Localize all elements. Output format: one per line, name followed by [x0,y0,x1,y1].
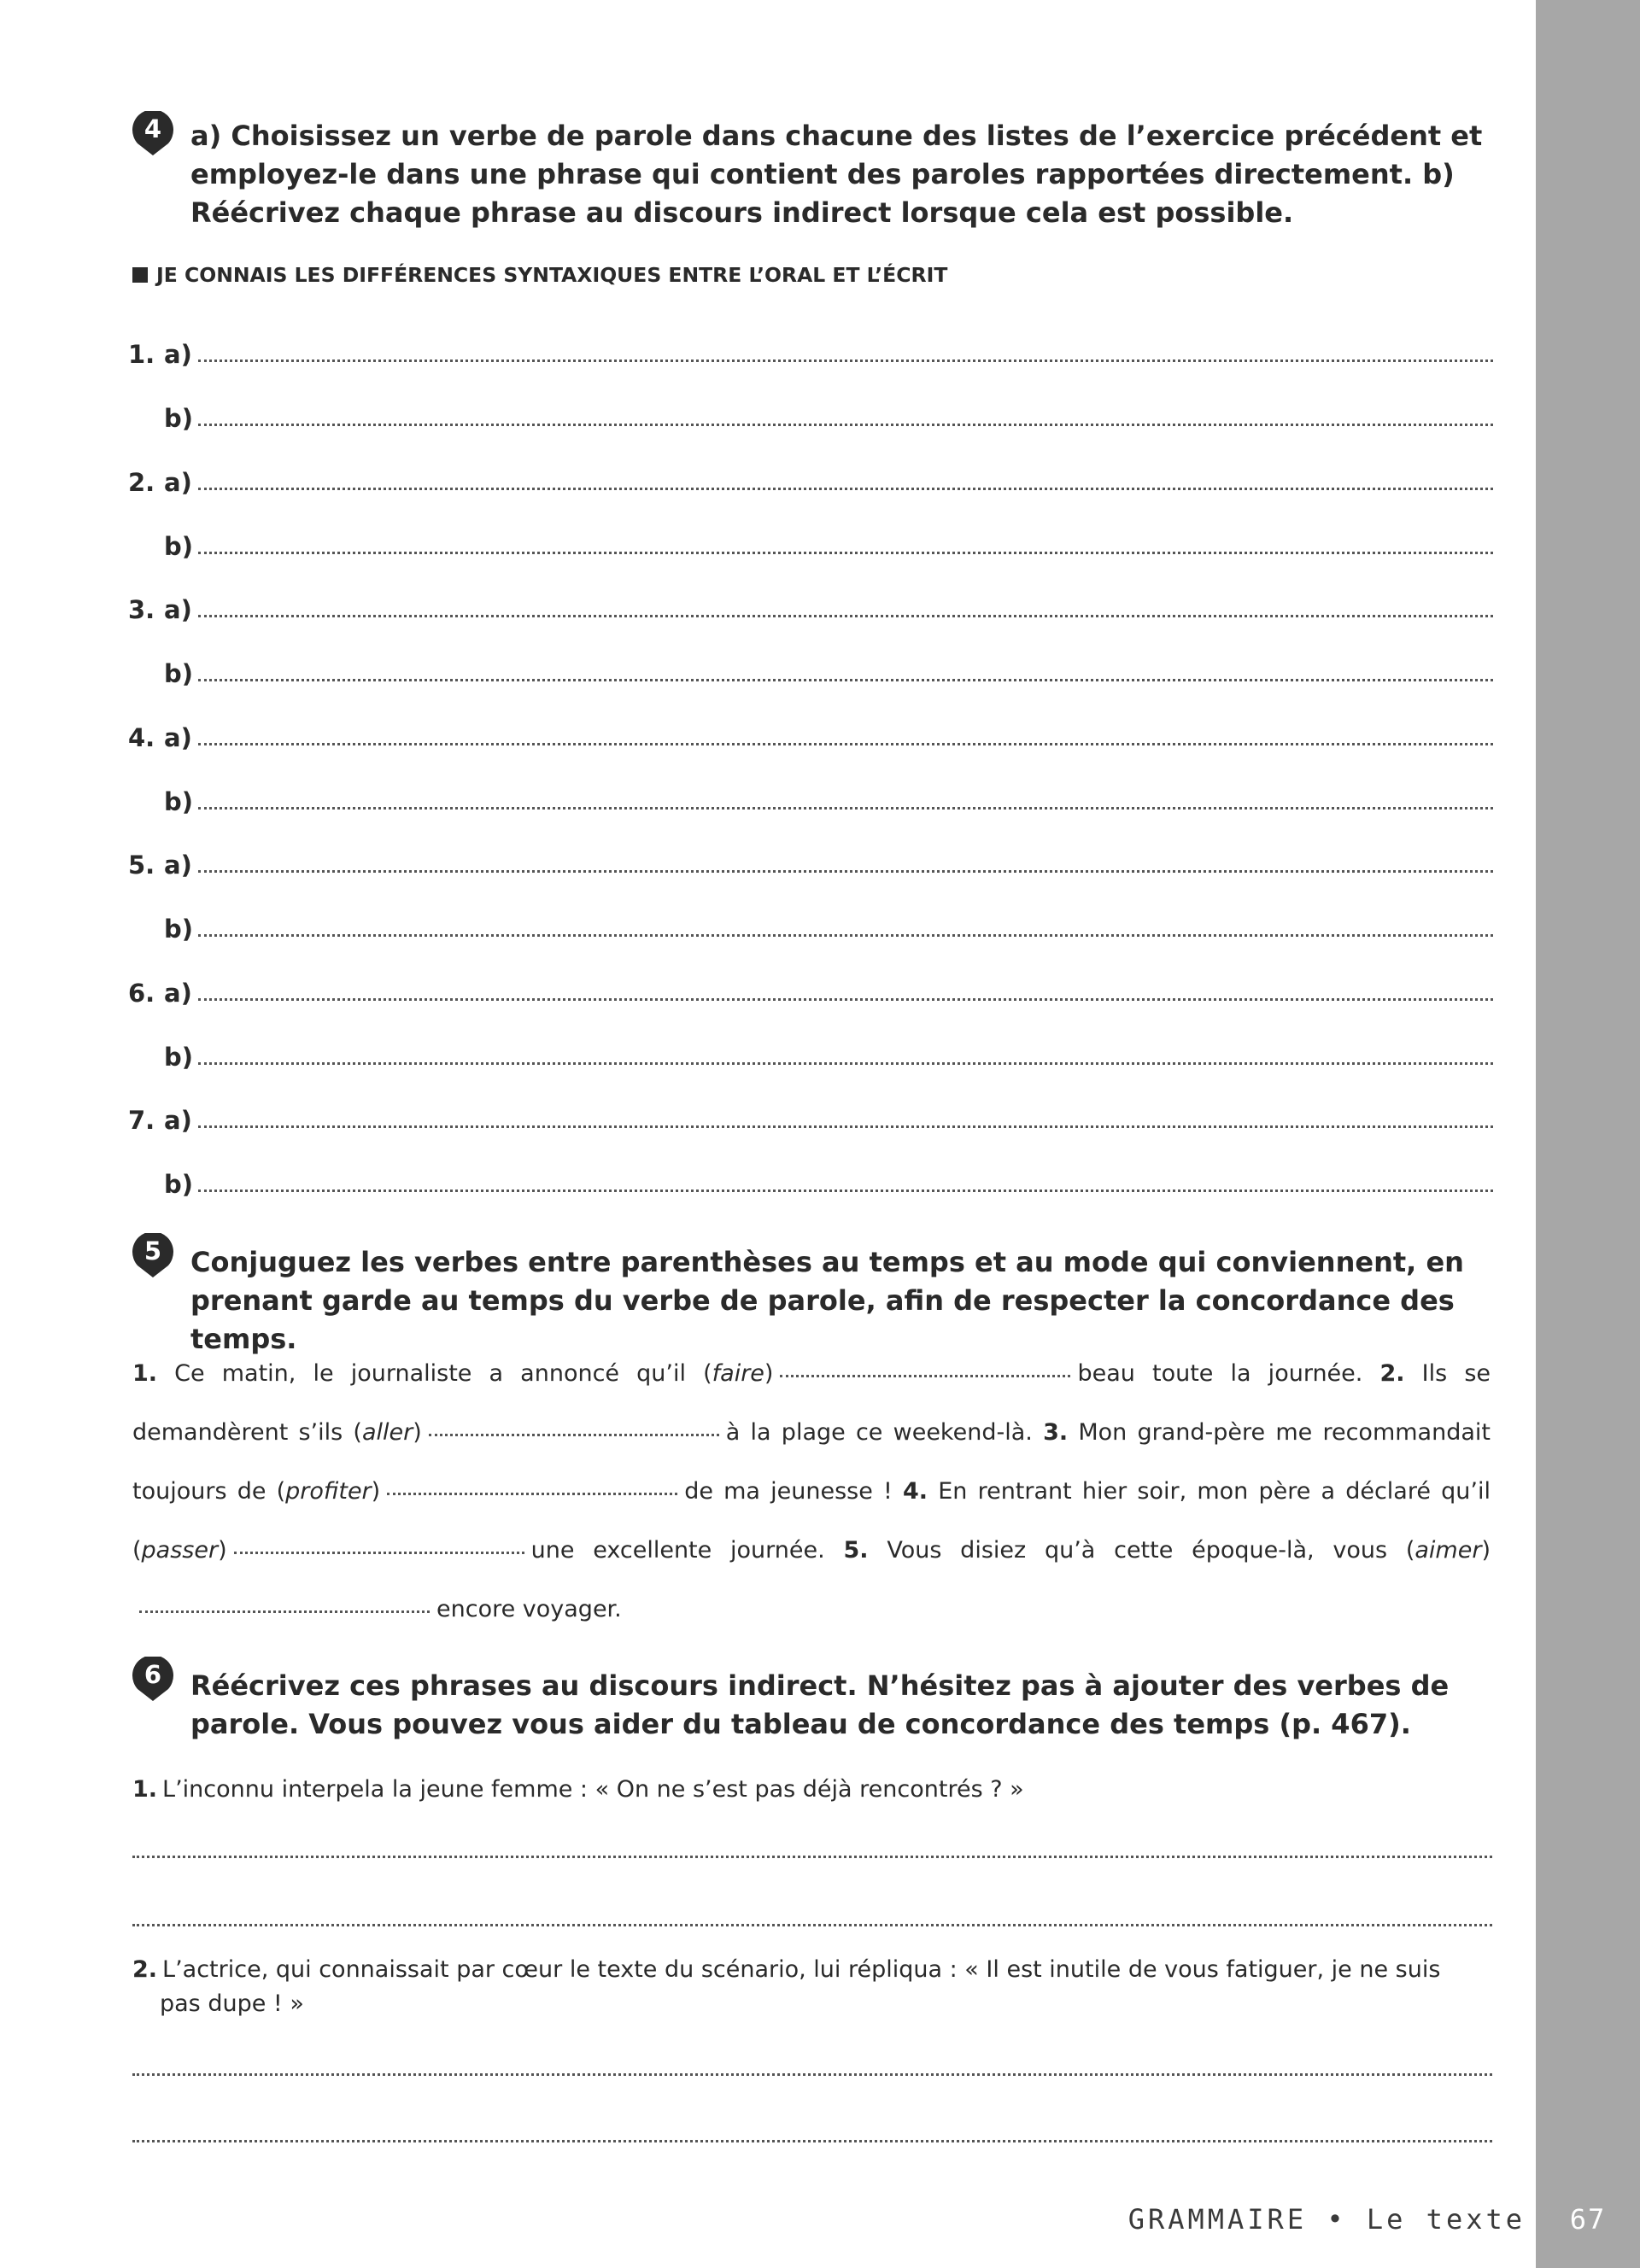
answer-line[interactable] [128,718,1495,752]
exercise-5-badge [130,1233,176,1279]
infinitive-verb: aimer [1414,1537,1482,1564]
item-number: 4. [128,723,155,752]
item-label: a) [164,723,192,752]
question-text: L’actrice, qui connaissait par cœur le texte du scénario, lui répliqua : « Il est inutile de vous fatiguer, je ne suis [162,1956,1441,1983]
exercise-number: 4 [144,114,162,143]
running-footer: GRAMMAIRE • Le texte [1128,2203,1526,2236]
item-number: 6. [128,979,155,1008]
item-number: 1. [128,340,155,369]
dotted-blank[interactable] [198,998,1493,1001]
answer-line[interactable] [128,973,1495,1008]
fill-in-blank[interactable] [234,1552,524,1554]
item-label: a) [164,1106,192,1135]
subheading-text: JE CONNAIS LES DIFFÉRENCES SYNTAXIQUES ENTRE L’ORAL ET L’ÉCRIT [156,263,948,287]
question-1 [132,1773,1491,1807]
item-label: a) [164,340,192,369]
question-number: 2. [132,1956,158,1983]
answer-dotted-line[interactable] [132,2073,1492,2076]
item-label: a) [164,468,192,497]
dotted-blank[interactable] [198,424,1493,426]
item-label: b) [164,659,194,688]
answer-line[interactable] [128,909,1495,944]
sentence-number: 3. [1043,1419,1069,1446]
dotted-blank[interactable] [198,934,1493,937]
answer-line[interactable] [128,1101,1495,1135]
item-label: b) [164,404,194,433]
answer-line[interactable] [128,590,1495,624]
exercise-5-text: 1. Ce matin, le journaliste a annoncé qu’il (faire) beau toute la journée. 2. Ils se demandèrent s’ils (aller) à la plage ce weekend-là. 3. Mon grand-père me recommandait toujours de (profiter) de ma jeunesse ! 4. En rentrant hier soir, mon père a déclaré qu’il (passer) une excellente journée. 5. Vous disiez qu’à cette époque-là, vous (aimer)encore voyager. [132,1360,1491,1622]
question-text-continued: pas dupe ! » [160,1990,304,2017]
sentence-number: 1. [132,1360,158,1387]
answer-line[interactable] [128,654,1495,688]
exercise-4-badge [130,111,176,157]
answer-line[interactable] [128,463,1495,497]
dotted-blank[interactable] [198,552,1493,554]
sentence-number: 5. [843,1537,869,1564]
item-label: b) [164,1170,194,1199]
answer-dotted-line[interactable] [132,2140,1492,2142]
item-number: 5. [128,850,155,880]
fill-in-blank[interactable] [429,1434,719,1436]
answer-dotted-line[interactable] [132,1856,1492,1858]
item-label: b) [164,915,194,944]
dotted-blank[interactable] [198,743,1493,745]
fill-in-blank[interactable] [387,1493,677,1495]
square-bullet-icon [132,267,148,283]
infinitive-verb: profiter [285,1478,372,1505]
item-number: 2. [128,468,155,497]
item-number: 3. [128,595,155,624]
fill-in-blank[interactable] [139,1610,430,1613]
dotted-blank[interactable] [198,870,1493,873]
exercise-number: 5 [144,1236,162,1266]
exercise-4-instruction: a) Choisissez un verbe de parole dans chacune des listes de l’exercice précédent et employez-le dans une phrase qui contient des paroles rapportées directement. b) Réécrivez chaque phrase au discours indirect lorsque cela est possible. [190,120,1483,229]
dotted-blank[interactable] [198,679,1493,681]
fill-in-blank[interactable] [780,1375,1070,1377]
item-label: a) [164,979,192,1008]
dotted-blank[interactable] [198,615,1493,617]
item-number: 7. [128,1106,155,1135]
dotted-blank[interactable] [198,488,1493,490]
item-label: a) [164,595,192,624]
answer-line[interactable] [128,782,1495,816]
answer-line[interactable] [128,527,1495,561]
answer-line[interactable] [128,399,1495,433]
dotted-blank[interactable] [198,1190,1493,1192]
answer-dotted-line[interactable] [132,1924,1492,1926]
exercise-5-instruction: Conjuguez les verbes entre parenthèses au temps et au mode qui conviennent, en prenant garde au temps du verbe de parole, afin de respecter la concordance des temps. [190,1246,1464,1355]
dotted-blank[interactable] [198,807,1493,810]
answer-line[interactable] [128,1038,1495,1072]
item-label: b) [164,1043,194,1072]
page-margin-band [1536,0,1640,2268]
exercise-6-instruction: Réécrivez ces phrases au discours indirect. N’hésitez pas à ajouter des verbes de parole. Vous pouvez vous aider du tableau de concordance des temps (p. 467). [190,1669,1450,1740]
dotted-blank[interactable] [198,359,1493,362]
sentence-number: 2. [1379,1360,1405,1387]
answer-line[interactable] [128,335,1495,369]
exercise-6-badge [130,1657,176,1703]
question-text: L’inconnu interpela la jeune femme : « On ne s’est pas déjà rencontrés ? » [162,1776,1024,1803]
item-label: b) [164,532,194,561]
item-label: a) [164,850,192,880]
answer-line[interactable] [128,845,1495,880]
infinitive-verb: passer [141,1537,219,1564]
question-number: 1. [132,1776,158,1803]
dotted-blank[interactable] [198,1062,1493,1065]
infinitive-verb: faire [712,1360,764,1387]
item-label: b) [164,787,194,816]
dotted-blank[interactable] [198,1125,1493,1128]
infinitive-verb: aller [361,1419,413,1446]
sentence-number: 4. [903,1478,928,1505]
question-2 [132,1953,1491,2021]
answer-line[interactable] [128,1165,1495,1199]
exercise-number: 6 [144,1660,162,1689]
page-number: 67 [1569,2203,1607,2236]
section-subheading [132,263,947,287]
